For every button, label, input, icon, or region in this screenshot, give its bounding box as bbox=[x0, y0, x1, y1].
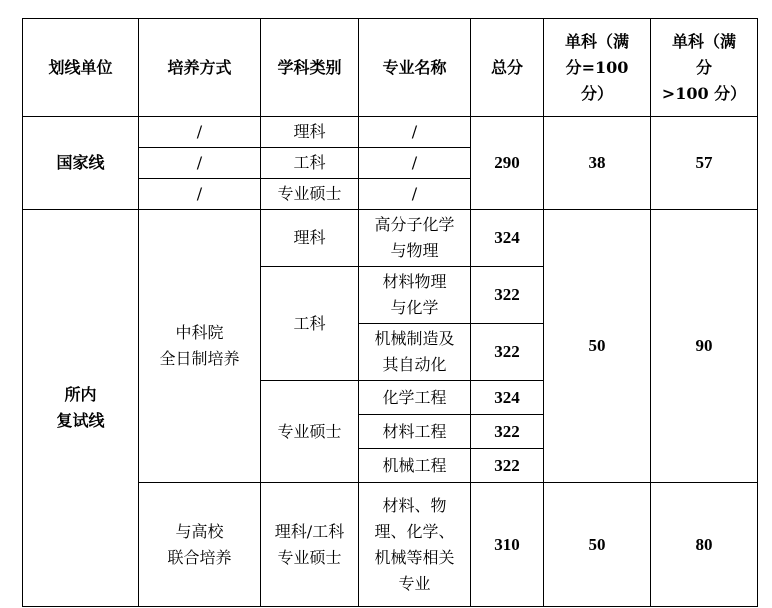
joint-major: 材料、物 理、化学、 机械等相关 专业 bbox=[359, 483, 471, 607]
cas-science-major: 高分子化学 与物理 bbox=[359, 210, 471, 267]
cas-professional-category: 专业硕士 bbox=[261, 381, 359, 483]
joint-single-le100: 50 bbox=[544, 483, 651, 607]
national-major-1: / bbox=[359, 117, 471, 148]
joint-mode: 与高校 联合培养 bbox=[139, 483, 261, 607]
cas-mode: 中科院 全日制培养 bbox=[139, 210, 261, 483]
national-total: 290 bbox=[471, 117, 544, 210]
institute-row-science bbox=[23, 210, 758, 267]
cas-prof-total-1: 324 bbox=[471, 381, 544, 415]
cas-eng-major-2: 机械制造及 其自动化 bbox=[359, 324, 471, 381]
header-category: 学科类别 bbox=[261, 19, 359, 117]
cas-prof-major-3: 机械工程 bbox=[359, 449, 471, 483]
national-single-gt100: 57 bbox=[651, 117, 758, 210]
cas-science-category: 理科 bbox=[261, 210, 359, 267]
joint-single-gt100: 80 bbox=[651, 483, 758, 607]
header-single-le100: 单科（满 分=100 分） bbox=[544, 19, 651, 117]
joint-category: 理科/工科 专业硕士 bbox=[261, 483, 359, 607]
admission-score-table bbox=[22, 18, 758, 607]
cas-single-le100: 50 bbox=[544, 210, 651, 483]
cas-prof-total-3: 322 bbox=[471, 449, 544, 483]
national-major-2: / bbox=[359, 148, 471, 179]
national-single-le100: 38 bbox=[544, 117, 651, 210]
joint-total: 310 bbox=[471, 483, 544, 607]
cas-single-gt100: 90 bbox=[651, 210, 758, 483]
cas-prof-total-2: 322 bbox=[471, 415, 544, 449]
national-category-3: 专业硕士 bbox=[261, 179, 359, 210]
national-mode-2: / bbox=[139, 148, 261, 179]
header-mode: 培养方式 bbox=[139, 19, 261, 117]
cas-science-total: 324 bbox=[471, 210, 544, 267]
header-total: 总分 bbox=[471, 19, 544, 117]
national-category-2: 工科 bbox=[261, 148, 359, 179]
cas-eng-total-2: 322 bbox=[471, 324, 544, 381]
national-major-3: / bbox=[359, 179, 471, 210]
header-major: 专业名称 bbox=[359, 19, 471, 117]
national-row-1 bbox=[23, 117, 758, 148]
cas-prof-major-2: 材料工程 bbox=[359, 415, 471, 449]
header-single-gt100: 单科（满 分 >100 分） bbox=[651, 19, 758, 117]
header-unit: 划线单位 bbox=[23, 19, 139, 117]
cas-engineering-category: 工科 bbox=[261, 267, 359, 381]
national-unit: 国家线 bbox=[23, 117, 139, 210]
cas-prof-major-1: 化学工程 bbox=[359, 381, 471, 415]
cas-eng-major-1: 材料物理 与化学 bbox=[359, 267, 471, 324]
national-mode-3: / bbox=[139, 179, 261, 210]
institute-unit: 所内 复试线 bbox=[23, 210, 139, 607]
national-category-1: 理科 bbox=[261, 117, 359, 148]
cas-eng-total-1: 322 bbox=[471, 267, 544, 324]
national-mode-1: / bbox=[139, 117, 261, 148]
header-row bbox=[23, 19, 758, 117]
